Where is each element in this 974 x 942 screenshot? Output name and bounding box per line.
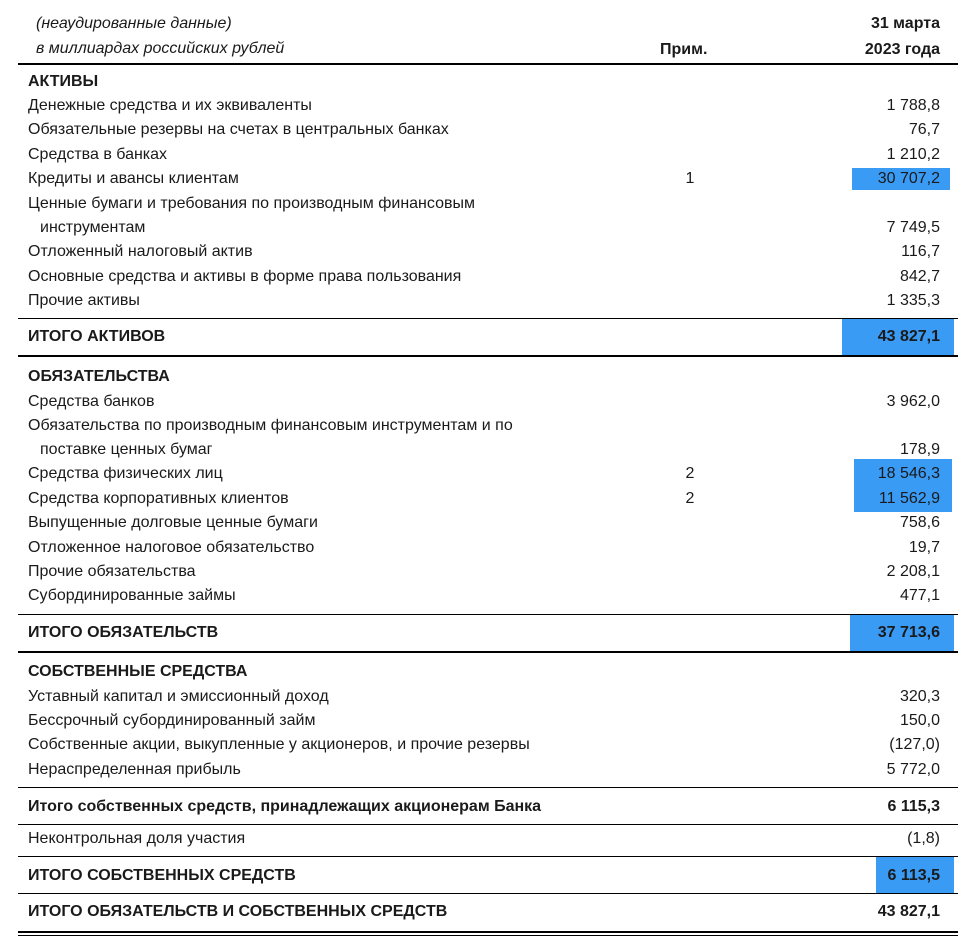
- table-row: Обязательства по производным финансовым инструментам и по: [28, 417, 513, 434]
- table-row: Ценные бумаги и требования по производным финансовым: [28, 195, 475, 212]
- nci-row: Неконтрольная доля участия (1,8): [28, 830, 940, 847]
- equity-total-row: ИТОГО СОБСТВЕННЫХ СРЕДСТВ 6 113,5: [18, 865, 958, 889]
- table-row: Выпущенные долговые ценные бумаги 758,6: [28, 514, 940, 531]
- assets-section-title: АКТИВЫ: [28, 73, 99, 90]
- table-row: Обязательные резервы на счетах в центральных банках 76,7: [28, 121, 940, 138]
- divider: [18, 318, 958, 319]
- liabilities-section-title: ОБЯЗАТЕЛЬСТВА: [28, 368, 170, 385]
- divider: [18, 935, 958, 936]
- divider: [18, 787, 958, 788]
- table-row: Уставный капитал и эмиссионный доход 320,3: [28, 688, 940, 705]
- divider: [18, 893, 958, 894]
- liabilities-total-row: ИТОГО ОБЯЗАТЕЛЬСТВ 37 713,6: [18, 622, 958, 646]
- units-note: в миллиардах российских рублей: [36, 40, 285, 57]
- divider: [18, 355, 958, 357]
- table-row: Средства в банках 1 210,2: [28, 146, 940, 163]
- table-row: Нераспределенная прибыль 5 772,0: [28, 761, 940, 778]
- divider: [18, 931, 958, 933]
- table-row: Средства банков 3 962,0: [28, 393, 940, 410]
- table-row: Прочие активы 1 335,3: [28, 292, 940, 309]
- assets-total-row: ИТОГО АКТИВОВ 43 827,1: [18, 326, 958, 350]
- table-row: Отложенное налоговое обязательство 19,7: [28, 539, 940, 556]
- table-row: Бессрочный субординированный займ 150,0: [28, 712, 940, 729]
- table-row: инструментам 7 749,5: [40, 219, 940, 236]
- table-row: поставке ценных бумаг 178,9: [40, 441, 940, 458]
- header-rule: [18, 63, 958, 65]
- table-row: Средства физических лиц 2 18 546,3: [18, 463, 958, 487]
- table-row: Кредиты и авансы клиентам 1 30 707,2: [18, 168, 958, 192]
- date-header-line2: 2023 года: [864, 41, 940, 58]
- date-header-line1: 31 марта: [870, 15, 940, 32]
- grand-total-row: ИТОГО ОБЯЗАТЕЛЬСТВ И СОБСТВЕННЫХ СРЕДСТВ 43 827,1: [28, 903, 940, 920]
- balance-sheet: [18, 0, 958, 942]
- shareholders-equity-row: Итого собственных средств, принадлежащих акционерам Банка 6 115,3: [28, 798, 940, 815]
- divider: [18, 824, 958, 825]
- table-row: Собственные акции, выкупленные у акционеров, и прочие резервы (127,0): [28, 736, 940, 753]
- divider: [18, 614, 958, 615]
- table-row: Денежные средства и их эквиваленты 1 788,8: [28, 97, 940, 114]
- table-row: Средства корпоративных клиентов 2 11 562,9: [18, 488, 958, 512]
- unaudited-note: (неаудированные данные): [36, 15, 232, 32]
- divider: [18, 856, 958, 857]
- table-row: Основные средства и активы в форме права пользования 842,7: [28, 268, 940, 285]
- note-column-header: Прим.: [660, 41, 708, 58]
- table-row: Прочие обязательства 2 208,1: [28, 563, 940, 580]
- divider: [18, 651, 958, 653]
- equity-section-title: СОБСТВЕННЫЕ СРЕДСТВА: [28, 663, 248, 680]
- table-row: Отложенный налоговый актив 116,7: [28, 243, 940, 260]
- table-row: Субординированные займы 477,1: [28, 587, 940, 604]
